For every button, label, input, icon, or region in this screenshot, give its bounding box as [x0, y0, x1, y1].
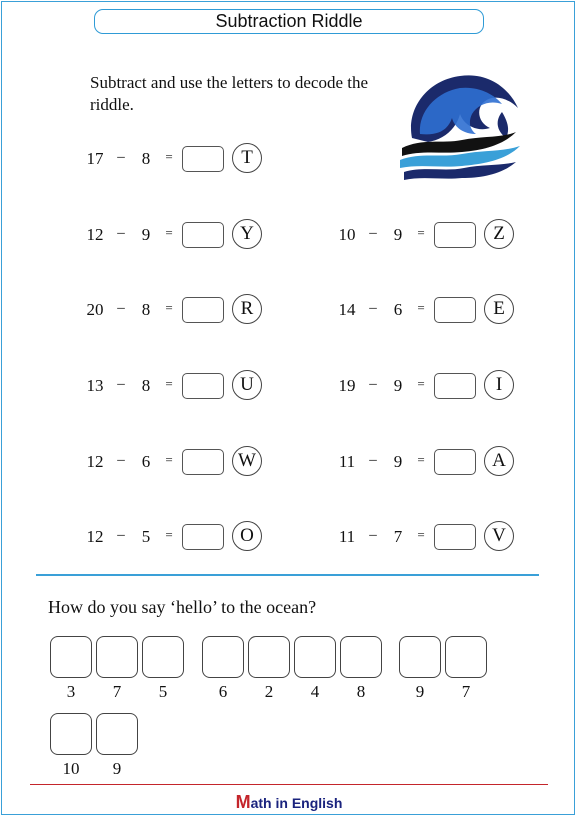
riddle-answer-box[interactable] [340, 636, 382, 678]
riddle-answer-box[interactable] [294, 636, 336, 678]
second-number: 9 [393, 452, 403, 471]
code-letter: W [232, 446, 262, 476]
answer-box[interactable] [434, 449, 476, 475]
section-divider [36, 574, 539, 576]
second-number: 8 [141, 300, 151, 319]
riddle-code-number: 9 [415, 682, 425, 701]
minus-sign: – [117, 225, 125, 241]
problem-row [330, 219, 520, 253]
riddle-answer-box[interactable] [50, 636, 92, 678]
minus-sign: – [369, 452, 377, 468]
first-number: 12 [86, 452, 104, 471]
code-letter: O [232, 521, 262, 551]
footer-brand-rest: ath in English [250, 795, 343, 811]
riddle-code-number: 8 [356, 682, 366, 701]
riddle-code-number: 2 [264, 682, 274, 701]
answer-box[interactable] [182, 146, 224, 172]
code-letter: E [484, 294, 514, 324]
equals-sign: = [165, 225, 173, 240]
minus-sign: – [117, 452, 125, 468]
riddle-code-number: 10 [62, 759, 80, 778]
riddle-answer-box[interactable] [202, 636, 244, 678]
riddle-code-number: 6 [218, 682, 228, 701]
page-title: Subtraction Riddle [94, 9, 484, 34]
first-number: 11 [338, 452, 356, 471]
code-letter: T [232, 143, 262, 173]
riddle-answer-box[interactable] [248, 636, 290, 678]
code-letter: Z [484, 219, 514, 249]
equals-sign: = [165, 527, 173, 542]
answer-box[interactable] [434, 297, 476, 323]
minus-sign: – [369, 527, 377, 543]
problem-row [330, 294, 520, 328]
wave-icon [398, 68, 524, 186]
minus-sign: – [117, 527, 125, 543]
first-number: 13 [86, 376, 104, 395]
code-letter: I [484, 370, 514, 400]
answer-box[interactable] [182, 449, 224, 475]
second-number: 8 [141, 376, 151, 395]
problem-row [330, 521, 520, 555]
problem-row [78, 521, 268, 555]
riddle-answer-box[interactable] [96, 636, 138, 678]
equals-sign: = [417, 225, 425, 240]
answer-box[interactable] [434, 222, 476, 248]
code-letter: Y [232, 219, 262, 249]
first-number: 14 [338, 300, 356, 319]
riddle-code-number: 5 [158, 682, 168, 701]
minus-sign: – [369, 376, 377, 392]
code-letter: R [232, 294, 262, 324]
minus-sign: – [117, 376, 125, 392]
first-number: 11 [338, 527, 356, 546]
equals-sign: = [417, 376, 425, 391]
problem-row [78, 370, 268, 404]
riddle-answer-box[interactable] [96, 713, 138, 755]
riddle-question: How do you say ‘hello’ to the ocean? [48, 597, 317, 617]
minus-sign: – [369, 225, 377, 241]
riddle-code-number: 7 [461, 682, 471, 701]
problem-row [330, 446, 520, 480]
first-number: 12 [86, 527, 104, 546]
answer-box[interactable] [182, 222, 224, 248]
equals-sign: = [417, 527, 425, 542]
first-number: 20 [86, 300, 104, 319]
problem-row [78, 143, 268, 177]
footer-brand-m: M [235, 792, 251, 812]
equals-sign: = [417, 452, 425, 467]
second-number: 5 [141, 527, 151, 546]
instructions: Subtract and use the letters to decode the riddle. [90, 73, 369, 114]
first-number: 12 [86, 225, 104, 244]
answer-box[interactable] [434, 373, 476, 399]
equals-sign: = [417, 300, 425, 315]
second-number: 8 [141, 149, 151, 168]
second-number: 9 [393, 376, 403, 395]
answer-box[interactable] [182, 373, 224, 399]
second-number: 9 [141, 225, 151, 244]
problem-row [330, 370, 520, 404]
riddle-code-number: 9 [112, 759, 122, 778]
problem-row [78, 294, 268, 328]
code-letter: V [484, 521, 514, 551]
riddle-code-number: 4 [310, 682, 320, 701]
answer-box[interactable] [182, 524, 224, 550]
problem-row [78, 446, 268, 480]
equals-sign: = [165, 452, 173, 467]
footer-line [30, 784, 548, 785]
equals-sign: = [165, 149, 173, 164]
riddle-answer-box[interactable] [50, 713, 92, 755]
answer-box[interactable] [182, 297, 224, 323]
riddle-answer-box[interactable] [142, 636, 184, 678]
first-number: 10 [338, 225, 356, 244]
equals-sign: = [165, 376, 173, 391]
minus-sign: – [117, 149, 125, 165]
code-letter: U [232, 370, 262, 400]
minus-sign: – [369, 300, 377, 316]
second-number: 6 [141, 452, 151, 471]
minus-sign: – [117, 300, 125, 316]
second-number: 6 [393, 300, 403, 319]
code-letter: A [484, 446, 514, 476]
footer-brand [0, 792, 578, 813]
first-number: 17 [86, 149, 104, 168]
answer-box[interactable] [434, 524, 476, 550]
second-number: 9 [393, 225, 403, 244]
problem-row [78, 219, 268, 253]
riddle-answer-box[interactable] [445, 636, 487, 678]
riddle-code-number: 3 [66, 682, 76, 701]
riddle-code-number: 7 [112, 682, 122, 701]
equals-sign: = [165, 300, 173, 315]
first-number: 19 [338, 376, 356, 395]
second-number: 7 [393, 527, 403, 546]
riddle-answer-box[interactable] [399, 636, 441, 678]
